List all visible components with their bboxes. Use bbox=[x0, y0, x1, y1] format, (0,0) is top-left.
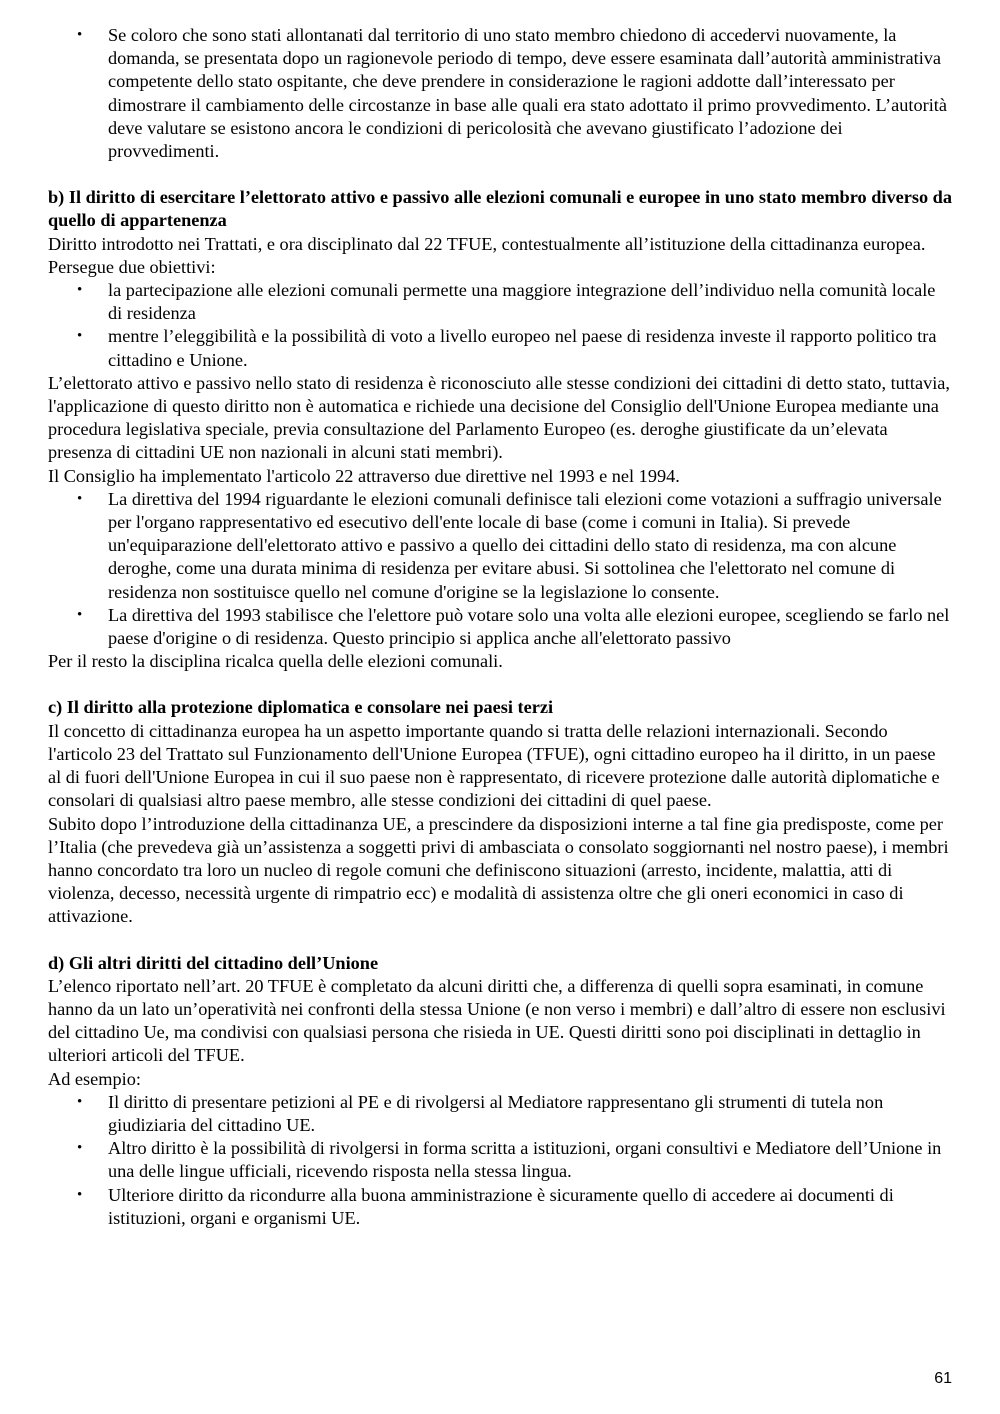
list-item-text: La direttiva del 1993 stabilisce che l'elettore può votare solo una volta alle elezioni europee, scegliendo se farlo nel paese d'origine o di residenza. Questo principio si applica anche all'elettorato passivo bbox=[108, 604, 950, 649]
list-item bbox=[48, 488, 953, 604]
paragraph: Diritto introdotto nei Trattati, e ora disciplinato dal 22 TFUE, contestualmente all’istituzione della cittadinanza europea. Persegue due obiettivi: bbox=[48, 233, 926, 277]
paragraph: Ad esempio: bbox=[48, 1068, 141, 1089]
bullet-icon: • bbox=[77, 606, 83, 623]
list-item bbox=[48, 325, 953, 371]
list-item-text: la partecipazione alle elezioni comunali permette una maggiore integrazione dell’individuo nella comunità locale di residenza bbox=[108, 280, 936, 324]
bullet-icon: • bbox=[77, 1186, 83, 1203]
list-item bbox=[48, 24, 953, 163]
list-item-text: Altro diritto è la possibilità di rivolgersi in forma scritta a istituzioni, organi consultivi e Mediatore dell’Unione in una delle lingue ufficiali, ricevendo risposta nella stessa lingua. bbox=[108, 1138, 942, 1182]
list-item bbox=[48, 1184, 953, 1230]
section-heading-b: b) Il diritto di esercitare l’elettorato attivo e passivo alle elezioni comunali e europee in uno stato membro diverso da quello di appartenenza bbox=[48, 187, 952, 231]
paragraph: Il Consiglio ha implementato l'articolo 22 attraverso due direttive nel 1993 e nel 1994. bbox=[48, 465, 680, 486]
bullet-icon: • bbox=[77, 1140, 83, 1157]
intro-list bbox=[48, 24, 953, 163]
paragraph: Il concetto di cittadinanza europea ha un aspetto importante quando si tratta delle relazioni internazionali. Secondo l'articolo 23 del Trattato sul Funzionamento dell'Unione Europea (TFUE), ogni cittadino europeo ha il diritto, in un paese al di fuori dell'Unione Europea in cui il suo paese non è rappresentato, di ricevere protezione dalle autorità diplomatiche e consolari di qualsiasi altro paese membro, alle stesse condizioni dei cittadini di quel paese. bbox=[48, 720, 940, 811]
page-number: 61 bbox=[934, 1370, 952, 1387]
list-item bbox=[48, 1137, 953, 1183]
spacer bbox=[48, 163, 953, 186]
list-item bbox=[48, 604, 953, 650]
list-item bbox=[48, 1091, 953, 1137]
section-heading-c: c) Il diritto alla protezione diplomatica e consolare nei paesi terzi bbox=[48, 697, 554, 718]
list-item-text: Il diritto di presentare petizioni al PE e di rivolgersi al Mediatore rappresentano gli strumenti di tutela non giudiziaria del cittadino UE. bbox=[108, 1091, 884, 1135]
bullet-icon: • bbox=[77, 328, 83, 345]
bullet-icon: • bbox=[77, 282, 83, 299]
document-page bbox=[48, 24, 953, 1230]
objectives-list bbox=[48, 279, 953, 372]
spacer bbox=[48, 673, 953, 696]
list-item-text: La direttiva del 1994 riguardante le elezioni comunali definisce tali elezioni come votazioni a suffragio universale per l'organo rappresentativo ed esecutivo dell'ente locale di base (come i comuni in Italia). Si prevede un'equiparazione dell'elettorato attivo e passivo a quello dei cittadini dello stato di residenza, ma con alcune deroghe, come una durata minima di residenza per evitare abusi. Si sottolinea che l'elettorato nel comune di residenza non sostituisce quello nel comune d'origine se la legislazione lo consente. bbox=[108, 488, 942, 602]
paragraph: L’elenco riportato nell’art. 20 TFUE è completato da alcuni diritti che, a differenza di quelli sopra esaminati, in comune hanno da un lato un’operatività nei confronti della stessa Unione (e non verso i membri) e dall’altro di essere non esclusivi del cittadino Ue, ma condivisi con qualsiasi persona che risieda in UE. Questi diritti sono poi disciplinati in dettaglio in ulteriori articoli del TFUE. bbox=[48, 975, 946, 1066]
paragraph: L’elettorato attivo e passivo nello stato di residenza è riconosciuto alle stesse condizioni dei cittadini di detto stato, tuttavia, l'applicazione di questo diritto non è automatica e richiede una decisione del Consiglio dell'Unione Europea mediante una procedura legislativa speciale, previa consultazione del Parlamento Europeo (es. deroghe giustificate da un’elevata presenza di cittadini UE non nazionali in alcuni stati membri). bbox=[48, 372, 950, 463]
bullet-icon: • bbox=[77, 27, 83, 43]
section-heading-d: d) Gli altri diritti del cittadino dell’Unione bbox=[48, 952, 379, 973]
list-item-text: mentre l’eleggibilità e la possibilità di voto a livello europeo nel paese di residenza investe il rapporto politico tra cittadino e Unione. bbox=[108, 326, 937, 370]
bullet-icon: • bbox=[77, 490, 83, 507]
list-item-text: Se coloro che sono stati allontanati dal territorio di uno stato membro chiedono di accedervi nuovamente, la domanda, se presentata dopo un ragionevole periodo di tempo, deve essere esaminata dall’autorità amministrativa competente dello stato ospitante, che deve prendere in considerazione le ragioni addotte dall’interessato per dimostrare il cambiamento delle circostanze in base alle quali era stato adottato il primo provvedimento. L’autorità deve valutare se esistono ancora le condizioni di pericolosità che avevano giustificato l’adozione dei provvedimenti. bbox=[108, 25, 947, 162]
bullet-icon: • bbox=[77, 1093, 83, 1110]
spacer bbox=[48, 929, 953, 952]
paragraph: Subito dopo l’introduzione della cittadinanza UE, a prescindere da disposizioni interne a tal fine gia predisposte, come per l’Italia (che prevedeva già un’assistenza a soggetti privi di ambasciata o consolato soggiornanti nel nostro paese), i membri hanno concordato tra loro un nucleo di regole comuni che definiscono situazioni (arresto, incidente, malattia, atti di violenza, decesso, necessità urgente di rimpatrio ecc) e modalità di assistenza oltre che gli oneri economici in caso di attivazione. bbox=[48, 813, 949, 927]
paragraph: Per il resto la disciplina ricalca quella delle elezioni comunali. bbox=[48, 651, 503, 672]
list-item-text: Ulteriore diritto da ricondurre alla buona amministrazione è sicuramente quello di accedere ai documenti di istituzioni, organi e organismi UE. bbox=[108, 1184, 894, 1228]
rights-list bbox=[48, 1091, 953, 1230]
directives-list bbox=[48, 488, 953, 650]
list-item bbox=[48, 279, 953, 325]
